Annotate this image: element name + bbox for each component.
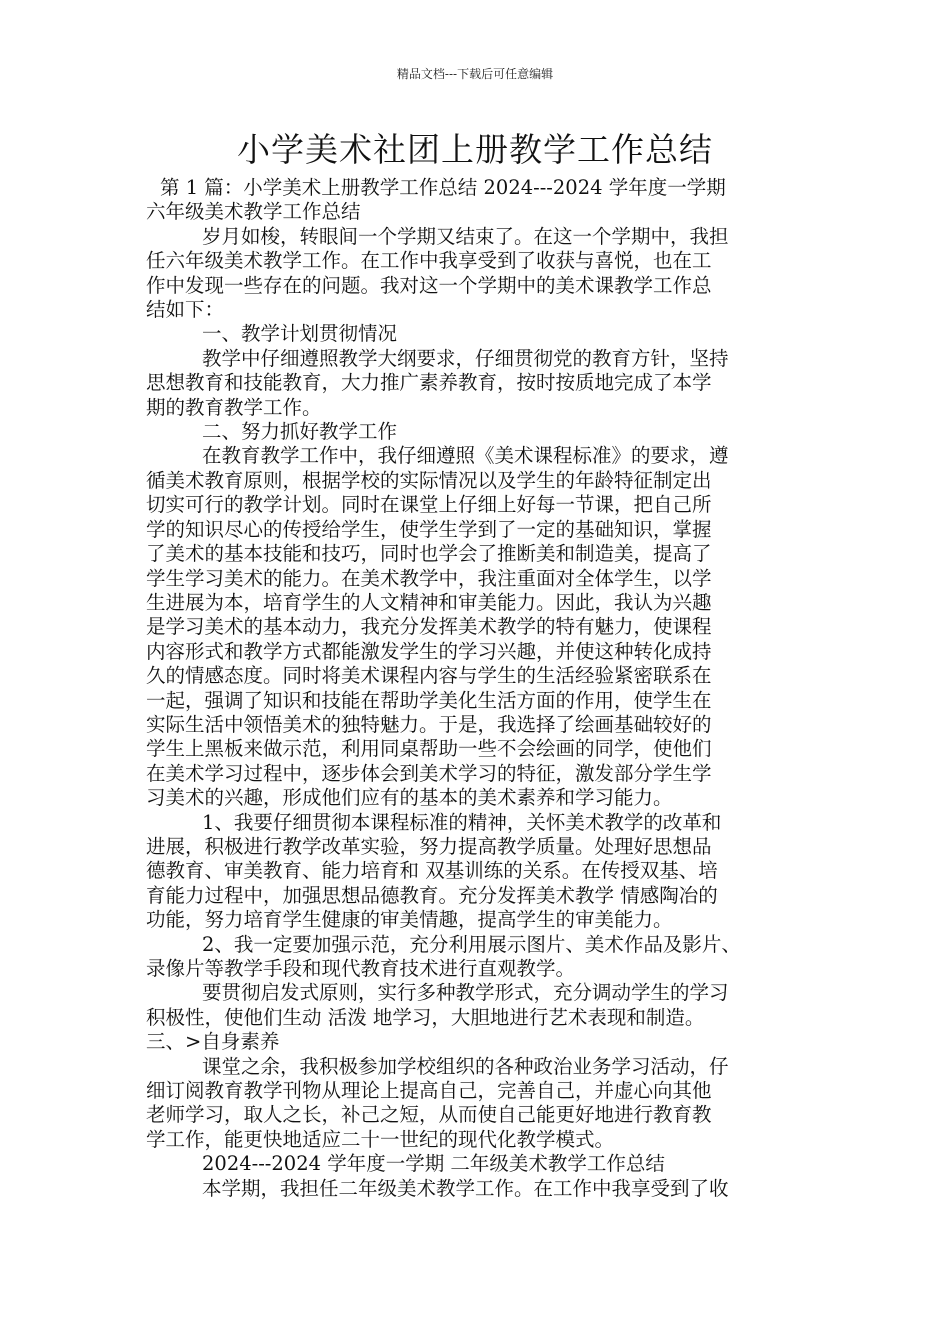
body-line: 育能力过程中，加强思想品德教育。充分发挥美术教学 情感陶冶的 bbox=[146, 883, 718, 907]
body-line: 作中发现一些存在的问题。我对这一个学期中的美术课教学工作总 bbox=[146, 273, 712, 297]
body-line: 任六年级美术教学工作。在工作中我享受到了收获与喜悦，也在工 bbox=[146, 249, 712, 273]
body-line: 二、努力抓好教学工作 bbox=[202, 420, 398, 444]
body-line: 岁月如梭，转眼间一个学期又结束了。在这一个学期中，我担 bbox=[202, 224, 729, 248]
body-line: 第 1 篇：小学美术上册教学工作总结 2024---2024 学年度一学期 bbox=[160, 176, 726, 199]
body-line: 2、我一定要加强示范，充分利用展示图片、美术作品及影片、 bbox=[202, 932, 741, 956]
body-line: 老师学习，取人之长，补己之短，从而使自己能更好地进行教育教 bbox=[146, 1103, 712, 1127]
body-line: 本学期，我担任二年级美术教学工作。在工作中我享受到了收 bbox=[202, 1176, 729, 1200]
body-line: 教学中仔细遵照教学大纲要求，仔细贯彻党的教育方针，坚持 bbox=[202, 346, 729, 370]
body-line: 久的情感态度。同时将美术课程内容与学生的生活经验紧密联系在 bbox=[146, 664, 712, 688]
body-line: 在教育教学工作中，我仔细遵照《美术课程标准》的要求，遵 bbox=[202, 444, 729, 468]
body-line: 要贯彻启发式原则，实行多种教学形式，充分调动学生的学习 bbox=[202, 981, 729, 1005]
body-line: 课堂之余，我积极参加学校组织的各种政治业务学习活动，仔 bbox=[202, 1054, 729, 1078]
body-line: 切实可行的教学计划。同时在课堂上仔细上好每一节课，把自己所 bbox=[146, 493, 712, 517]
body-line: 一起，强调了知识和技能在帮助学美化生活方面的作用，使学生在 bbox=[146, 688, 712, 712]
body-line: 1、我要仔细贯彻本课程标准的精神，关怀美术教学的改革和 bbox=[202, 810, 722, 834]
body-line: 了美术的基本技能和技巧，同时也学会了推断美和制造美，提高了 bbox=[146, 542, 712, 566]
body-line: 循美术教育原则，根据学校的实际情况以及学生的年龄特征制定出 bbox=[146, 468, 712, 492]
body-line: 学的知识尽心的传授给学生，使学生学到了一定的基础知识，掌握 bbox=[146, 517, 712, 541]
body-line: 生进展为本，培育学生的人文精神和审美能力。因此，我认为兴趣 bbox=[146, 590, 712, 614]
body-line: 学生学习美术的能力。在美术教学中，我注重面对全体学生，以学 bbox=[146, 566, 712, 590]
body-line: 积极性，使他们生动 活泼 地学习，大胆地进行艺术表现和制造。 bbox=[146, 1005, 705, 1029]
document-body bbox=[146, 176, 816, 1201]
body-line: 思想教育和技能教育，大力推广素养教育，按时按质地完成了本学 bbox=[146, 371, 712, 395]
body-line: 2024---2024 学年度一学期 二年级美术教学工作总结 bbox=[202, 1152, 665, 1176]
body-line: 细订阅教育教学刊物从理论上提高自己，完善自己，并虚心向其他 bbox=[146, 1079, 712, 1103]
page-header: 精品文档---下载后可任意编辑 bbox=[396, 67, 554, 81]
body-line: 结如下： bbox=[146, 298, 225, 322]
body-line: 学生上黑板来做示范，利用同桌帮助一些不会绘画的同学，使他们 bbox=[146, 737, 712, 761]
body-line: 功能，努力培育学生健康的审美情趣，提高学生的审美能力。 bbox=[146, 908, 673, 932]
body-line: 实际生活中领悟美术的独特魅力。于是，我选择了绘画基础较好的 bbox=[146, 712, 712, 736]
body-line: 三、>自身素养 bbox=[146, 1030, 280, 1054]
body-line: 内容形式和教学方式都能激发学生的学习兴趣，并使这种转化成持 bbox=[146, 639, 712, 663]
document-title: 小学美术社团上册教学工作总结 bbox=[237, 130, 713, 169]
body-line: 期的教育教学工作。 bbox=[146, 395, 322, 419]
body-line: 是学习美术的基本动力，我充分发挥美术教学的特有魅力，使课程 bbox=[146, 615, 712, 639]
body-line: 学工作，能更快地适应二十一世纪的现代化教学模式。 bbox=[146, 1127, 615, 1151]
body-line: 录像片等教学手段和现代教育技术进行直观教学。 bbox=[146, 957, 576, 980]
body-line: 进展，积极进行教学改革实验，努力提高教学质量。处理好思想品 bbox=[146, 834, 712, 858]
body-line: 习美术的兴趣，形成他们应有的基本的美术素养和学习能力。 bbox=[146, 786, 673, 810]
body-line: 在美术学习过程中，逐步体会到美术学习的特征，激发部分学生学 bbox=[146, 761, 712, 785]
body-line: 一、教学计划贯彻情况 bbox=[202, 322, 398, 346]
body-line: 六年级美术教学工作总结 bbox=[146, 200, 361, 224]
body-line: 德教育、审美教育、能力培育和 双基训练的关系。在传授双基、培 bbox=[146, 859, 718, 883]
